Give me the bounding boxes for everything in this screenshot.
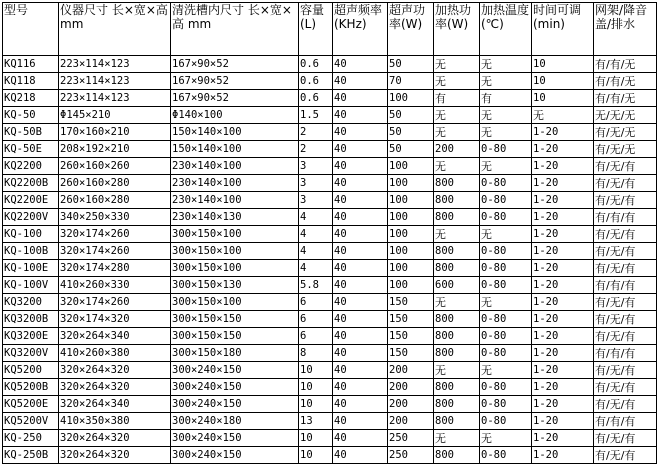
- cell-heating-temp: 无: [480, 73, 532, 90]
- cell-frequency: 40: [333, 328, 388, 345]
- cell-accessories: 有/无/有: [594, 447, 657, 464]
- cell-ultrasonic-power: 100: [388, 209, 434, 226]
- cell-timer: 1-20: [532, 362, 594, 379]
- cell-frequency: 40: [333, 141, 388, 158]
- table-row: [3, 73, 657, 90]
- cell-tank-size: 300×150×150: [171, 311, 299, 328]
- table-row: [3, 90, 657, 107]
- cell-tank-size: 167×90×52: [171, 73, 299, 90]
- cell-accessories: 有/无/有: [594, 311, 657, 328]
- cell-heating-temp: 0-80: [480, 277, 532, 294]
- cell-heating-power: 无: [434, 294, 480, 311]
- cell-instrument-size: Φ145×210: [59, 107, 171, 124]
- cell-model: KQ-100B: [3, 243, 59, 260]
- cell-frequency: 40: [333, 56, 388, 73]
- cell-instrument-size: 320×264×320: [59, 430, 171, 447]
- cell-tank-size: 300×150×180: [171, 345, 299, 362]
- cell-model: KQ-50E: [3, 141, 59, 158]
- table-row: [3, 243, 657, 260]
- cell-accessories: 无/无/无: [594, 107, 657, 124]
- cell-capacity: 4: [299, 226, 333, 243]
- cell-timer: 1-20: [532, 226, 594, 243]
- table-row: [3, 124, 657, 141]
- cell-model: KQ-100V: [3, 277, 59, 294]
- cell-ultrasonic-power: 150: [388, 345, 434, 362]
- cell-frequency: 40: [333, 158, 388, 175]
- cell-heating-power: 800: [434, 413, 480, 430]
- cell-instrument-size: 320×264×340: [59, 396, 171, 413]
- cell-capacity: 2: [299, 124, 333, 141]
- cell-accessories: 有/无/有: [594, 192, 657, 209]
- cell-instrument-size: 410×260×380: [59, 345, 171, 362]
- cell-heating-temp: 无: [480, 56, 532, 73]
- cell-capacity: 6: [299, 294, 333, 311]
- cell-heating-power: 无: [434, 124, 480, 141]
- cell-heating-power: 200: [434, 141, 480, 158]
- cell-model: KQ5200V: [3, 413, 59, 430]
- cell-capacity: 8: [299, 345, 333, 362]
- cell-heating-temp: 无: [480, 362, 532, 379]
- cell-model: KQ2200: [3, 158, 59, 175]
- table-row: [3, 328, 657, 345]
- header-cell-capacity: 容量(L): [299, 3, 333, 56]
- table-row: [3, 345, 657, 362]
- cell-heating-power: 800: [434, 379, 480, 396]
- cell-model: KQ116: [3, 56, 59, 73]
- cell-heating-power: 800: [434, 328, 480, 345]
- table-row: [3, 226, 657, 243]
- table-row: [3, 277, 657, 294]
- cell-timer: 1-20: [532, 328, 594, 345]
- cell-tank-size: 230×140×100: [171, 158, 299, 175]
- cell-frequency: 40: [333, 73, 388, 90]
- cell-model: KQ5200B: [3, 379, 59, 396]
- cell-tank-size: 300×150×100: [171, 260, 299, 277]
- cell-instrument-size: 320×174×320: [59, 311, 171, 328]
- cell-ultrasonic-power: 100: [388, 243, 434, 260]
- cell-ultrasonic-power: 100: [388, 90, 434, 107]
- cell-instrument-size: 260×160×260: [59, 158, 171, 175]
- cell-timer: 1-20: [532, 209, 594, 226]
- cell-tank-size: 300×240×150: [171, 447, 299, 464]
- cell-tank-size: 300×240×150: [171, 362, 299, 379]
- cell-model: KQ3200: [3, 294, 59, 311]
- cell-tank-size: 150×140×100: [171, 141, 299, 158]
- cell-heating-power: 800: [434, 345, 480, 362]
- cell-heating-temp: 0-80: [480, 260, 532, 277]
- cell-ultrasonic-power: 150: [388, 328, 434, 345]
- cell-heating-power: 800: [434, 192, 480, 209]
- cell-ultrasonic-power: 50: [388, 141, 434, 158]
- cell-model: KQ-100E: [3, 260, 59, 277]
- cell-capacity: 4: [299, 209, 333, 226]
- cell-heating-temp: 有: [480, 90, 532, 107]
- cell-accessories: 有/有/无: [594, 73, 657, 90]
- cell-accessories: 有/无/有: [594, 158, 657, 175]
- cell-accessories: 有/无/有: [594, 362, 657, 379]
- cell-accessories: 有/有/有: [594, 277, 657, 294]
- cell-tank-size: 300×150×100: [171, 294, 299, 311]
- cell-frequency: 40: [333, 447, 388, 464]
- cell-timer: 1-20: [532, 175, 594, 192]
- table-row: [3, 311, 657, 328]
- cell-capacity: 2: [299, 141, 333, 158]
- cell-heating-power: 无: [434, 107, 480, 124]
- cell-heating-power: 800: [434, 175, 480, 192]
- cell-ultrasonic-power: 200: [388, 413, 434, 430]
- cell-timer: 1-20: [532, 447, 594, 464]
- header-cell-tank-size: 清洗槽内尺寸 长×宽×高 mm: [171, 3, 299, 56]
- cell-ultrasonic-power: 200: [388, 396, 434, 413]
- cell-timer: 1-20: [532, 294, 594, 311]
- cell-ultrasonic-power: 100: [388, 277, 434, 294]
- cell-timer: 1-20: [532, 413, 594, 430]
- header-cell-instrument-size: 仪器尺寸 长×宽×高mm: [59, 3, 171, 56]
- cell-model: KQ3200B: [3, 311, 59, 328]
- cell-heating-power: 800: [434, 243, 480, 260]
- cell-tank-size: 300×150×100: [171, 226, 299, 243]
- cell-instrument-size: 320×174×260: [59, 294, 171, 311]
- cell-timer: 无: [532, 107, 594, 124]
- cell-accessories: 有/无/无: [594, 124, 657, 141]
- cell-heating-temp: 0-80: [480, 175, 532, 192]
- cell-frequency: 40: [333, 396, 388, 413]
- cell-heating-temp: 0-80: [480, 141, 532, 158]
- cell-timer: 1-20: [532, 260, 594, 277]
- ultrasonic-cleaner-spec-table: [2, 2, 657, 464]
- cell-tank-size: 300×240×150: [171, 379, 299, 396]
- cell-heating-temp: 0-80: [480, 192, 532, 209]
- cell-capacity: 0.6: [299, 56, 333, 73]
- cell-heating-power: 无: [434, 158, 480, 175]
- table-row: [3, 447, 657, 464]
- cell-capacity: 3: [299, 175, 333, 192]
- cell-model: KQ2200B: [3, 175, 59, 192]
- cell-instrument-size: 320×264×320: [59, 379, 171, 396]
- cell-model: KQ-50B: [3, 124, 59, 141]
- cell-heating-temp: 无: [480, 294, 532, 311]
- cell-ultrasonic-power: 200: [388, 379, 434, 396]
- cell-frequency: 40: [333, 362, 388, 379]
- cell-heating-power: 有: [434, 90, 480, 107]
- table-row: [3, 209, 657, 226]
- cell-frequency: 40: [333, 311, 388, 328]
- cell-ultrasonic-power: 250: [388, 447, 434, 464]
- cell-capacity: 3: [299, 158, 333, 175]
- cell-heating-power: 无: [434, 73, 480, 90]
- cell-timer: 1-20: [532, 311, 594, 328]
- cell-instrument-size: 260×160×280: [59, 175, 171, 192]
- cell-accessories: 有/无/有: [594, 379, 657, 396]
- cell-tank-size: Φ140×100: [171, 107, 299, 124]
- cell-accessories: 有/无/无: [594, 141, 657, 158]
- table-body: [3, 56, 657, 464]
- cell-instrument-size: 260×160×280: [59, 192, 171, 209]
- header-cell-heating-temp: 加热温度(℃): [480, 3, 532, 56]
- header-cell-accessories: 网架/降音盖/排水: [594, 3, 657, 56]
- cell-model: KQ2200E: [3, 192, 59, 209]
- cell-heating-power: 800: [434, 209, 480, 226]
- cell-frequency: 40: [333, 175, 388, 192]
- cell-model: KQ5200: [3, 362, 59, 379]
- cell-frequency: 40: [333, 226, 388, 243]
- cell-heating-power: 800: [434, 260, 480, 277]
- cell-model: KQ-100: [3, 226, 59, 243]
- cell-model: KQ3200E: [3, 328, 59, 345]
- header-cell-frequency: 超声频率(KHz): [333, 3, 388, 56]
- cell-tank-size: 230×140×100: [171, 175, 299, 192]
- cell-instrument-size: 320×174×260: [59, 243, 171, 260]
- table-row: [3, 430, 657, 447]
- cell-model: KQ2200V: [3, 209, 59, 226]
- cell-instrument-size: 208×192×210: [59, 141, 171, 158]
- cell-timer: 1-20: [532, 124, 594, 141]
- cell-model: KQ-50: [3, 107, 59, 124]
- cell-heating-temp: 无: [480, 158, 532, 175]
- cell-instrument-size: 170×160×210: [59, 124, 171, 141]
- cell-model: KQ5200E: [3, 396, 59, 413]
- cell-timer: 1-20: [532, 430, 594, 447]
- table-row: [3, 413, 657, 430]
- cell-instrument-size: 223×114×123: [59, 73, 171, 90]
- cell-timer: 1-20: [532, 158, 594, 175]
- cell-accessories: 有/无/有: [594, 243, 657, 260]
- cell-timer: 1-20: [532, 277, 594, 294]
- cell-heating-temp: 无: [480, 430, 532, 447]
- cell-accessories: 有/无/有: [594, 175, 657, 192]
- cell-ultrasonic-power: 100: [388, 226, 434, 243]
- cell-capacity: 10: [299, 379, 333, 396]
- cell-heating-temp: 0-80: [480, 345, 532, 362]
- cell-model: KQ-250B: [3, 447, 59, 464]
- cell-instrument-size: 340×250×330: [59, 209, 171, 226]
- cell-heating-power: 无: [434, 56, 480, 73]
- cell-tank-size: 300×150×130: [171, 277, 299, 294]
- cell-accessories: 有/无/有: [594, 328, 657, 345]
- cell-ultrasonic-power: 150: [388, 294, 434, 311]
- table-row: [3, 379, 657, 396]
- cell-accessories: 有/无/有: [594, 294, 657, 311]
- table-row: [3, 396, 657, 413]
- cell-timer: 1-20: [532, 192, 594, 209]
- table-row: [3, 107, 657, 124]
- cell-ultrasonic-power: 50: [388, 107, 434, 124]
- cell-tank-size: 230×140×100: [171, 192, 299, 209]
- cell-ultrasonic-power: 50: [388, 56, 434, 73]
- cell-heating-temp: 0-80: [480, 311, 532, 328]
- cell-heating-temp: 0-80: [480, 328, 532, 345]
- cell-instrument-size: 223×114×123: [59, 90, 171, 107]
- table-row: [3, 260, 657, 277]
- header-row: [3, 3, 657, 56]
- cell-heating-power: 800: [434, 447, 480, 464]
- cell-heating-power: 无: [434, 362, 480, 379]
- cell-capacity: 6: [299, 328, 333, 345]
- cell-timer: 10: [532, 90, 594, 107]
- cell-instrument-size: 410×260×330: [59, 277, 171, 294]
- cell-timer: 10: [532, 56, 594, 73]
- cell-tank-size: 230×140×130: [171, 209, 299, 226]
- cell-ultrasonic-power: 150: [388, 311, 434, 328]
- cell-frequency: 40: [333, 192, 388, 209]
- cell-frequency: 40: [333, 243, 388, 260]
- cell-frequency: 40: [333, 277, 388, 294]
- cell-frequency: 40: [333, 209, 388, 226]
- cell-capacity: 5.8: [299, 277, 333, 294]
- cell-ultrasonic-power: 70: [388, 73, 434, 90]
- cell-heating-power: 无: [434, 430, 480, 447]
- cell-capacity: 0.6: [299, 90, 333, 107]
- cell-frequency: 40: [333, 124, 388, 141]
- cell-heating-temp: 0-80: [480, 379, 532, 396]
- cell-capacity: 3: [299, 192, 333, 209]
- cell-capacity: 4: [299, 243, 333, 260]
- cell-frequency: 40: [333, 107, 388, 124]
- cell-accessories: 有/有/无: [594, 90, 657, 107]
- cell-instrument-size: 410×350×380: [59, 413, 171, 430]
- cell-instrument-size: 320×264×320: [59, 362, 171, 379]
- cell-accessories: 有/无/有: [594, 396, 657, 413]
- header-cell-ultrasonic-power: 超声功率(W): [388, 3, 434, 56]
- cell-frequency: 40: [333, 430, 388, 447]
- cell-accessories: 有/有/有: [594, 413, 657, 430]
- header-cell-heating-power: 加热功率(W): [434, 3, 480, 56]
- cell-frequency: 40: [333, 294, 388, 311]
- cell-accessories: 有/有/无: [594, 56, 657, 73]
- cell-heating-temp: 无: [480, 226, 532, 243]
- cell-model: KQ3200V: [3, 345, 59, 362]
- cell-frequency: 40: [333, 260, 388, 277]
- cell-heating-temp: 0-80: [480, 243, 532, 260]
- cell-instrument-size: 320×174×260: [59, 226, 171, 243]
- cell-ultrasonic-power: 250: [388, 430, 434, 447]
- cell-accessories: 有/有/有: [594, 345, 657, 362]
- cell-instrument-size: 320×264×340: [59, 328, 171, 345]
- cell-heating-power: 600: [434, 277, 480, 294]
- cell-model: KQ218: [3, 90, 59, 107]
- cell-accessories: 有/无/有: [594, 260, 657, 277]
- cell-heating-temp: 0-80: [480, 396, 532, 413]
- table-row: [3, 56, 657, 73]
- cell-tank-size: 300×240×180: [171, 413, 299, 430]
- table-header: [3, 3, 657, 56]
- cell-capacity: 6: [299, 311, 333, 328]
- cell-instrument-size: 320×174×280: [59, 260, 171, 277]
- cell-heating-temp: 0-80: [480, 413, 532, 430]
- cell-timer: 1-20: [532, 141, 594, 158]
- header-cell-model: 型号: [3, 3, 59, 56]
- cell-capacity: 10: [299, 430, 333, 447]
- cell-capacity: 10: [299, 396, 333, 413]
- cell-ultrasonic-power: 100: [388, 192, 434, 209]
- cell-capacity: 10: [299, 362, 333, 379]
- table-row: [3, 362, 657, 379]
- cell-tank-size: 300×150×150: [171, 328, 299, 345]
- table-row: [3, 175, 657, 192]
- cell-capacity: 4: [299, 260, 333, 277]
- cell-heating-power: 800: [434, 311, 480, 328]
- cell-accessories: 有/无/有: [594, 430, 657, 447]
- cell-heating-temp: 无: [480, 124, 532, 141]
- cell-ultrasonic-power: 100: [388, 175, 434, 192]
- cell-frequency: 40: [333, 345, 388, 362]
- cell-accessories: 有/无/有: [594, 226, 657, 243]
- cell-model: KQ-250: [3, 430, 59, 447]
- table-row: [3, 294, 657, 311]
- cell-instrument-size: 223×114×123: [59, 56, 171, 73]
- cell-frequency: 40: [333, 413, 388, 430]
- cell-ultrasonic-power: 200: [388, 362, 434, 379]
- cell-heating-temp: 0-80: [480, 209, 532, 226]
- cell-capacity: 10: [299, 447, 333, 464]
- cell-heating-power: 无: [434, 226, 480, 243]
- cell-tank-size: 167×90×52: [171, 56, 299, 73]
- cell-frequency: 40: [333, 90, 388, 107]
- cell-heating-temp: 0-80: [480, 447, 532, 464]
- cell-timer: 1-20: [532, 243, 594, 260]
- cell-ultrasonic-power: 50: [388, 124, 434, 141]
- cell-capacity: 1.5: [299, 107, 333, 124]
- cell-tank-size: 150×140×100: [171, 124, 299, 141]
- cell-timer: 1-20: [532, 345, 594, 362]
- cell-accessories: 有/有/有: [594, 209, 657, 226]
- cell-timer: 10: [532, 73, 594, 90]
- cell-tank-size: 300×150×100: [171, 243, 299, 260]
- cell-frequency: 40: [333, 379, 388, 396]
- cell-tank-size: 300×240×150: [171, 430, 299, 447]
- cell-tank-size: 300×240×150: [171, 396, 299, 413]
- cell-tank-size: 167×90×52: [171, 90, 299, 107]
- table-row: [3, 158, 657, 175]
- table-row: [3, 192, 657, 209]
- cell-ultrasonic-power: 100: [388, 158, 434, 175]
- cell-timer: 1-20: [532, 396, 594, 413]
- cell-ultrasonic-power: 100: [388, 260, 434, 277]
- cell-capacity: 0.6: [299, 73, 333, 90]
- table-row: [3, 141, 657, 158]
- cell-capacity: 13: [299, 413, 333, 430]
- cell-model: KQ118: [3, 73, 59, 90]
- cell-timer: 1-20: [532, 379, 594, 396]
- cell-instrument-size: 320×264×320: [59, 447, 171, 464]
- cell-heating-power: 800: [434, 396, 480, 413]
- header-cell-timer: 时间可调(min): [532, 3, 594, 56]
- cell-heating-temp: 无: [480, 107, 532, 124]
